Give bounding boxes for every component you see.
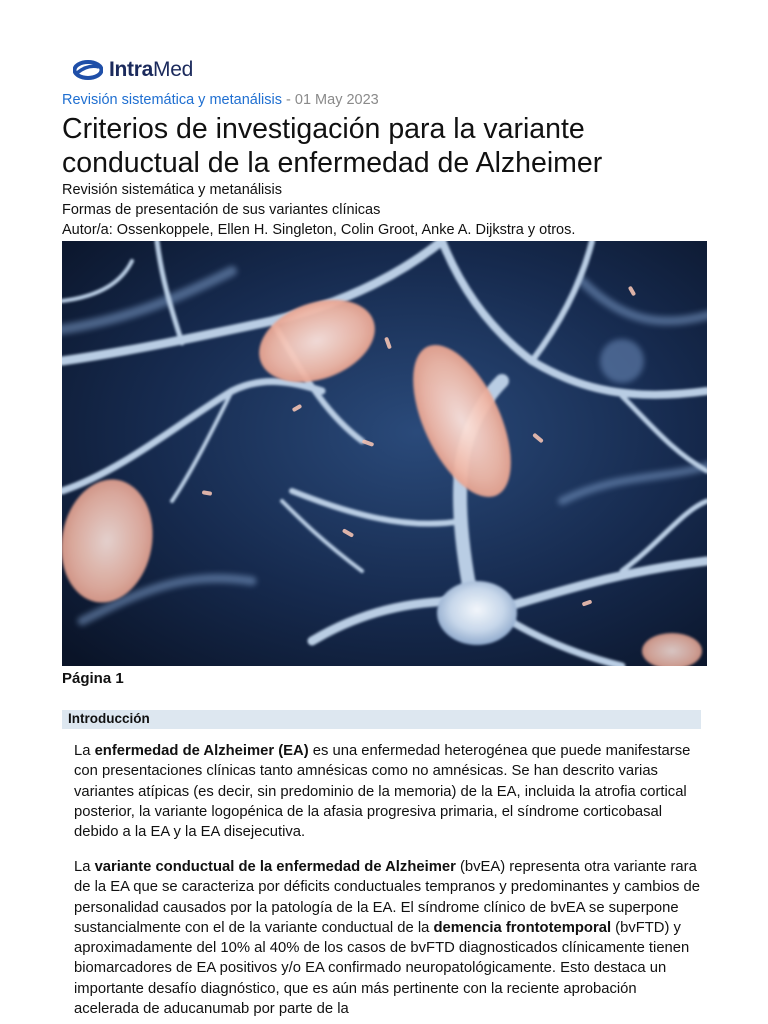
article-title: Criterios de investigación para la variante conductual de la enfermedad de Alzheimer (62, 113, 603, 179)
article-subtitle: Formas de presentación de sus variantes clínicas (62, 202, 381, 218)
intramed-logo-icon (73, 60, 103, 80)
category-link[interactable]: Revisión sistemática y metanálisis (62, 92, 282, 108)
article-authors: Autor/a: Ossenkoppele, Ellen H. Singleton, Colin Groot, Anke A. Dijkstra y otros. (62, 222, 576, 238)
section-header (62, 710, 701, 729)
article-meta (62, 92, 379, 108)
brand-name: IntraMed (109, 58, 193, 81)
intramed-logo[interactable] (73, 58, 193, 82)
section-title: Introducción (68, 711, 150, 726)
page-label: Página 1 (62, 670, 124, 687)
hero-image (62, 241, 707, 666)
paragraph-1: La enfermedad de Alzheimer (EA) es una enfermedad heterogénea que puede manifestarse con presentaciones clínicas tanto amnésicas como no amnésicas. Se han descrito varias variantes atípicas (es decir, sin predominio de la memoria) de la EA, incluida la atrofia cortical posterior, la variante logopénica de la afasia progresiva primaria, el síndrome corticobasal debido a la EA y la EA disejecutiva. (74, 743, 691, 841)
meta-separator: - (282, 92, 295, 108)
neuron-illustration (62, 241, 707, 666)
article-type: Revisión sistemática y metanálisis (62, 182, 282, 198)
paragraph-2: La variante conductual de la enfermedad de Alzheimer (bvEA) representa otra variante rara de la EA que se caracteriza por déficits conductuales tempranos y predominantes y cambios de personalidad causados por la patología de la EA. El síndrome clínico de bvEA se superpone sustancialmente con el de la variante conductual de la demencia frontotemporal (bvFTD) y aproximadamente del 10% al 40% de los casos de bvFTD diagnosticados clínicamente tienen biomarcadores de EA positivos y/o EA confirmado neuropatológicamente. Esto destaca un importante desafío diagnóstico, que es aún más pertinente con la reciente aprobación acelerada de aducanumab por parte de la (74, 859, 700, 1018)
publish-date: 01 May 2023 (294, 92, 379, 108)
